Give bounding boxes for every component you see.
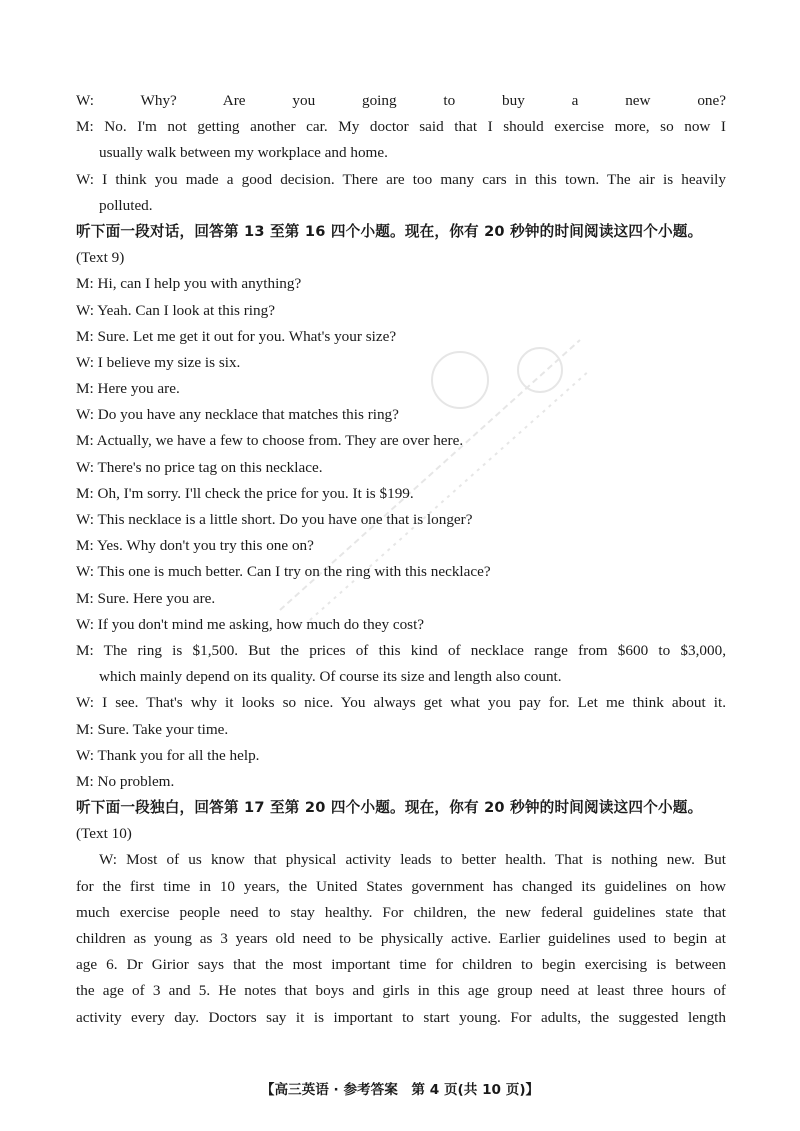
dialogue-line-continued: polluted.: [99, 196, 153, 214]
text-label: (Text 9): [76, 249, 125, 267]
document-body: [0, 88, 800, 1031]
dialogue-line: M: Sure. Here you are.: [76, 589, 216, 607]
dialogue-line: W: Do you have any necklace that matches this ring?: [76, 406, 399, 424]
dialogue-line: M: Yes. Why don't you try this one on?: [76, 537, 314, 555]
monologue-line: children as young as 3 years old need to be physically active. Earlier guidelines used to begin at: [76, 930, 726, 947]
dialogue-line-continued: which mainly depend on its quality. Of course its size and length also count.: [99, 668, 562, 686]
dialogue-line: W: There's no price tag on this necklace.: [76, 458, 323, 476]
monologue-line: W: Most of us know that physical activity leads to better health. That is nothing new. But: [99, 851, 726, 869]
dialogue-line: M: Hi, can I help you with anything?: [76, 275, 302, 293]
monologue-line: age 6. Dr Girior says that the most important time for children to begin exercising is between: [76, 956, 726, 974]
section-instruction: 听下面一段对话，回答第 13 至第 16 四个小题。现在，你有 20 秒钟的时间阅读这四个小题。: [76, 222, 703, 240]
dialogue-line: W: I think you made a good decision. There are too many cars in this town. The air is heavily: [76, 170, 726, 188]
dialogue-line: M: Sure. Take your time.: [76, 720, 229, 738]
dialogue-line: W: Yeah. Can I look at this ring?: [76, 301, 275, 319]
monologue-line: much exercise people need to stay healthy. For children, the new federal guidelines state that: [76, 903, 726, 921]
dialogue-line: W: I believe my size is six.: [76, 353, 241, 371]
dialogue-line: W: If you don't mind me asking, how much do they cost?: [76, 615, 425, 633]
section-instruction: 听下面一段独白，回答第 17 至第 20 四个小题。现在，你有 20 秒钟的时间阅读这四个小题。: [76, 799, 703, 817]
dialogue-line: M: Sure. Let me get it out for you. What's your size?: [76, 327, 397, 345]
dialogue-line: M: Actually, we have a few to choose from. They are over here.: [76, 432, 464, 450]
dialogue-line: M: Oh, I'm sorry. I'll check the price for you. It is $199.: [76, 484, 414, 502]
monologue-line: activity every day. Doctors say it is important to start young. For adults, the suggested length: [76, 1008, 726, 1026]
page-footer: 【高三英语 · 参考答案 第 4 页(共 10 页)】: [260, 1082, 540, 1098]
dialogue-line: W: Thank you for all the help.: [76, 746, 260, 764]
dialogue-line: W: I see. That's why it looks so nice. You always get what you pay for. Let me think about it.: [76, 694, 726, 712]
dialogue-line: W: This necklace is a little short. Do you have one that is longer?: [76, 511, 473, 528]
monologue-line: for the first time in 10 years, the United States government has changed its guidelines on how: [76, 877, 726, 895]
dialogue-line: M: The ring is $1,500. But the prices of this kind of necklace range from $600 to $3,000,: [76, 641, 726, 659]
dialogue-line: M: No. I'm not getting another car. My doctor said that I should exercise more, so now I: [76, 118, 726, 136]
dialogue-line: M: Here you are.: [76, 380, 180, 398]
dialogue-line-continued: usually walk between my workplace and home.: [99, 144, 388, 162]
text-label: (Text 10): [76, 825, 132, 843]
dialogue-line: M: No problem.: [76, 772, 175, 790]
monologue-line: the age of 3 and 5. He notes that boys and girls in this age group need at least three hours of: [76, 982, 726, 1000]
dialogue-line: W: Why? Are you going to buy a new one?: [76, 92, 726, 109]
dialogue-line: W: This one is much better. Can I try on the ring with this necklace?: [76, 563, 491, 581]
